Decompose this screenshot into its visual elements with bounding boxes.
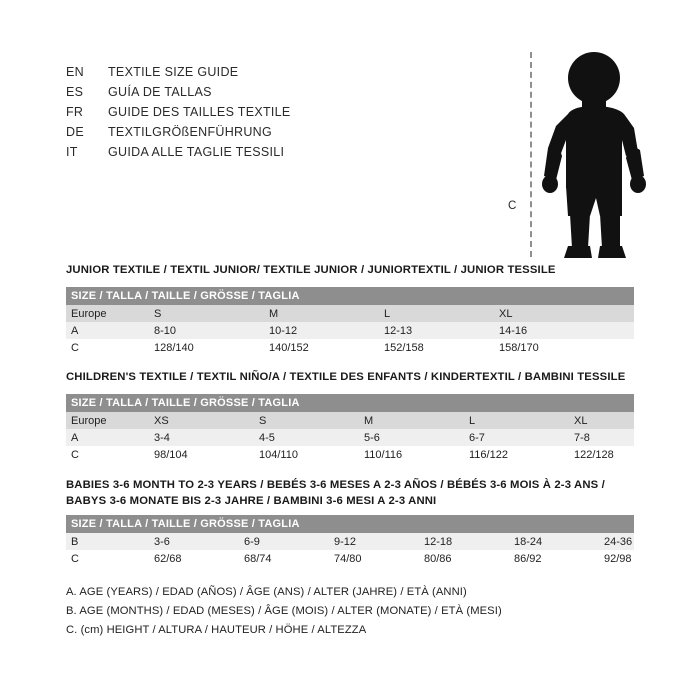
table-header-label: SIZE / TALLA / TAILLE / GRÖSSE / TAGLIA: [71, 397, 300, 409]
cell-value: 3-4: [154, 431, 170, 444]
language-code: EN: [66, 65, 84, 79]
cell-value: 68/74: [244, 552, 272, 565]
cell-value: 98/104: [154, 448, 188, 461]
column-header-l: L: [384, 307, 391, 320]
cell-value: 6-7: [469, 431, 485, 444]
cell-value: 12-18: [424, 535, 453, 548]
child-silhouette-icon: [538, 48, 658, 263]
column-header-xl: XL: [574, 414, 588, 427]
language-title: TEXTILGRÖßENFÜHRUNG: [108, 125, 273, 139]
babies-size-table: [66, 515, 634, 567]
children-size-table: [66, 394, 634, 463]
row-label-a: A: [71, 431, 79, 444]
language-row: [66, 122, 446, 142]
cell-value: 128/140: [154, 341, 194, 354]
cell-value: 18-24: [514, 535, 543, 548]
column-header-europe: Europe: [71, 414, 107, 427]
cell-value: 122/128: [574, 448, 614, 461]
table-header-label: SIZE / TALLA / TAILLE / GRÖSSE / TAGLIA: [71, 518, 300, 530]
legend-line-a: A. AGE (YEARS) / EDAD (AÑOS) / ÂGE (ANS) / ALTER (JAHRE) / ETÀ (ANNI): [66, 586, 467, 598]
cell-value: 4-5: [259, 431, 275, 444]
legend-block: [66, 583, 626, 640]
legend-line-c: C. (cm) HEIGHT / ALTURA / HAUTEUR / HÖHE / ALTEZZA: [66, 624, 367, 636]
language-row: [66, 142, 446, 162]
table-row: [66, 339, 634, 356]
cell-value: 152/158: [384, 341, 424, 354]
language-title: TEXTILE SIZE GUIDE: [108, 65, 239, 79]
cell-value: 3-6: [154, 535, 170, 548]
section-title-children: CHILDREN'S TEXTILE / TEXTIL NIÑO/A / TEXTILE DES ENFANTS / KINDERTEXTIL / BAMBINI TESSILE: [66, 371, 626, 383]
cell-value: 140/152: [269, 341, 309, 354]
cell-value: 92/98: [604, 552, 632, 565]
table-header-row: [66, 515, 634, 533]
cell-value: 80/86: [424, 552, 452, 565]
language-code: DE: [66, 125, 84, 139]
column-header-m: M: [269, 307, 279, 320]
cell-value: 110/116: [364, 448, 403, 461]
row-label-b: B: [71, 535, 79, 548]
section-title-babies-line2: BABYS 3-6 MONATE BIS 2-3 JAHRE / BAMBINI 3-6 MESI A 2-3 ANNI: [66, 495, 437, 507]
column-header-s: S: [154, 307, 162, 320]
row-label-a: A: [71, 324, 79, 337]
column-header-l: L: [469, 414, 476, 427]
cell-value: 10-12: [269, 324, 298, 337]
column-header-xl: XL: [499, 307, 513, 320]
column-header-europe: Europe: [71, 307, 107, 320]
cell-value: 8-10: [154, 324, 177, 337]
table-header-row: [66, 394, 634, 412]
legend-line-b: B. AGE (MONTHS) / EDAD (MESES) / ÂGE (MOIS) / ALTER (MONATE) / ETÀ (MESI): [66, 605, 502, 617]
cell-value: 6-9: [244, 535, 260, 548]
language-header-block: [66, 62, 446, 162]
table-row: [66, 429, 634, 446]
column-header-m: M: [364, 414, 374, 427]
cell-value: 74/80: [334, 552, 362, 565]
section-title-junior: JUNIOR TEXTILE / TEXTIL JUNIOR/ TEXTILE JUNIOR / JUNIORTEXTIL / JUNIOR TESSILE: [66, 264, 556, 276]
table-header-row: [66, 287, 634, 305]
table-row: [66, 446, 634, 463]
table-header-label: SIZE / TALLA / TAILLE / GRÖSSE / TAGLIA: [71, 290, 300, 302]
language-title: GUIDE DES TAILLES TEXTILE: [108, 105, 291, 119]
row-label-c: C: [71, 341, 79, 354]
row-label-c: C: [71, 552, 79, 565]
cell-value: 9-12: [334, 535, 357, 548]
table-subheader-row: [66, 305, 634, 322]
table-row: [66, 322, 634, 339]
language-title: GUÍA DE TALLAS: [108, 85, 212, 99]
language-row: [66, 102, 446, 122]
cell-value: 62/68: [154, 552, 182, 565]
measure-dashed-line: [530, 52, 532, 257]
language-row: [66, 62, 446, 82]
cell-value: 158/170: [499, 341, 539, 354]
language-row: [66, 82, 446, 102]
junior-size-table: [66, 287, 634, 356]
cell-value: 7-8: [574, 431, 590, 444]
section-title-babies-line1: BABIES 3-6 MONTH TO 2-3 YEARS / BEBÉS 3-6 MESES A 2-3 AÑOS / BÉBÉS 3-6 MOIS À 2-3 ANS /: [66, 479, 605, 491]
table-row: [66, 533, 634, 550]
column-header-s: S: [259, 414, 267, 427]
height-measure-figure: [500, 40, 680, 260]
cell-value: 104/110: [259, 448, 298, 461]
section-title-babies: [66, 477, 605, 509]
language-code: ES: [66, 85, 84, 99]
cell-value: 14-16: [499, 324, 528, 337]
cell-value: 5-6: [364, 431, 380, 444]
row-label-c: C: [71, 448, 79, 461]
table-subheader-row: [66, 412, 634, 429]
table-row: [66, 550, 634, 567]
language-title: GUIDA ALLE TAGLIE TESSILI: [108, 145, 285, 159]
cell-value: 116/122: [469, 448, 508, 461]
cell-value: 12-13: [384, 324, 413, 337]
measure-label-c: C: [508, 200, 517, 212]
cell-value: 24-36: [604, 535, 633, 548]
cell-value: 86/92: [514, 552, 542, 565]
language-code: FR: [66, 105, 84, 119]
column-header-xs: XS: [154, 414, 169, 427]
language-code: IT: [66, 145, 78, 159]
